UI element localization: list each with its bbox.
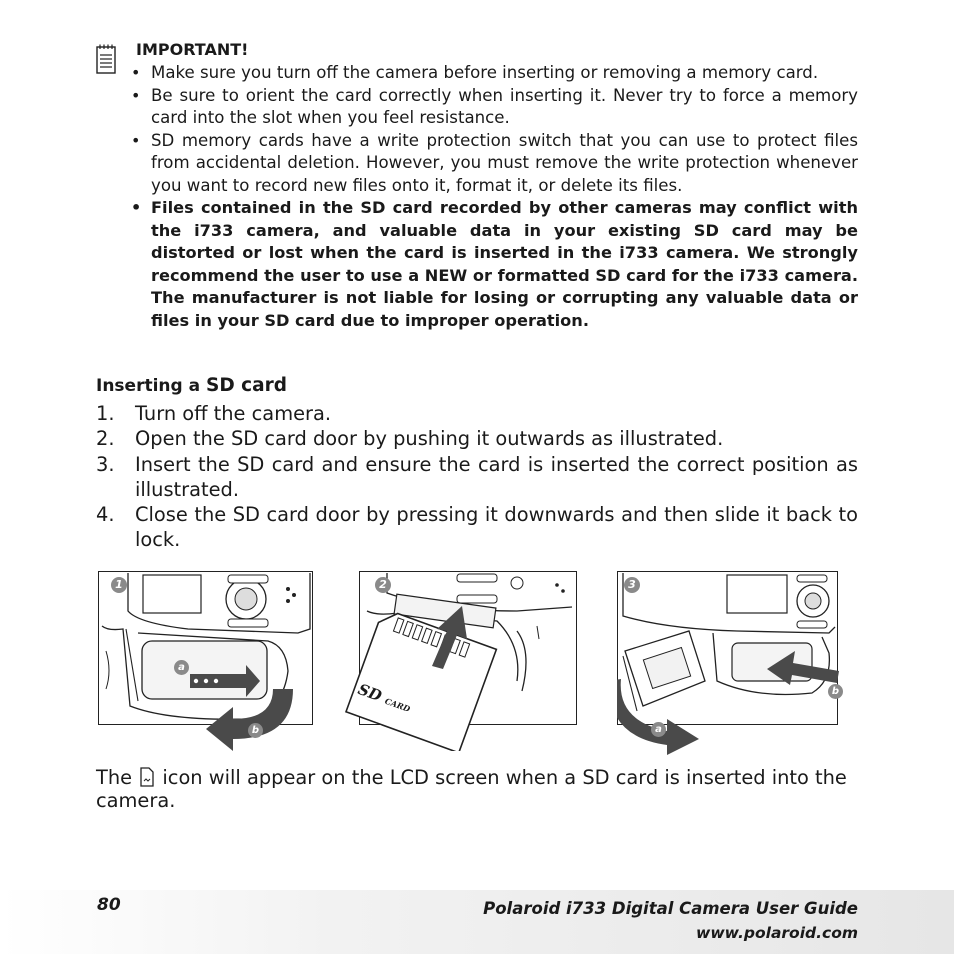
memo-icon xyxy=(95,44,117,74)
step-number: 2. xyxy=(96,427,115,451)
step-item xyxy=(96,502,858,553)
step-item xyxy=(96,452,858,503)
list-item: • Be sure to orient the card correctly when inserting it. Never try to force a memory card into the slot when you feel resistance. xyxy=(131,85,858,130)
section-title-suffix: SD card xyxy=(206,375,287,396)
step-number: 1. xyxy=(96,402,115,425)
illustration-2 xyxy=(317,571,579,751)
step-badge: 2 xyxy=(375,577,391,593)
step-number: 4. xyxy=(96,503,115,527)
label-badge-a: a xyxy=(174,660,189,675)
note-text-before: The xyxy=(96,766,139,789)
page-number: 80 xyxy=(97,895,121,915)
list-item: • SD memory cards have a write protection switch that you can use to protect files from accidental deletion. However, you must remove the write protection whenever you want to record new files onto it, format it, or delete its files. xyxy=(131,130,858,198)
step-number: 3. xyxy=(96,452,115,476)
sd-card-label: CARD xyxy=(383,695,412,715)
step-item xyxy=(96,401,858,426)
step-text: Open the SD card door by pushing it outwards as illustrated. xyxy=(135,427,724,451)
illustration-3 xyxy=(617,571,861,756)
footer-title: Polaroid i733 Digital Camera User Guide xyxy=(483,899,858,918)
sd-card-icon xyxy=(140,767,154,787)
step-text: Turn off the camera. xyxy=(135,402,332,425)
list-item: • Files contained in the SD card recorded by other cameras may conflict with the i733 camera, and valuable data in your existing SD card may be distorted or lost when the card is inserted in the i733 camera. We strongly recommend the user to use a NEW or formatted SD card for the i733 camera. The manufacturer is not liable for losing or corrupting any valuable data or files in your SD card due to improper operation. xyxy=(131,197,858,332)
section-title xyxy=(96,375,287,396)
step-text: Insert the SD card and ensure the card is inserted the correct position as illustrated. xyxy=(135,452,858,501)
list-item: • Make sure you turn off the camera before inserting or removing a memory card. xyxy=(131,62,858,85)
step-badge: 1 xyxy=(111,577,127,593)
sd-icon-note xyxy=(96,766,858,812)
important-list xyxy=(131,62,858,332)
label-badge-b: b xyxy=(828,684,843,699)
step-text: Close the SD card door by pressing it downwards and then slide it back to lock. xyxy=(135,503,858,552)
section-title-prefix: Inserting a xyxy=(96,376,206,396)
label-badge-a: a xyxy=(651,722,666,737)
illustration-1 xyxy=(98,571,314,756)
note-text-after: icon will appear on the LCD screen when a SD card is inserted into the camera. xyxy=(96,766,847,812)
sd-card-logo-text: SD xyxy=(355,680,385,706)
footer-url: www.polaroid.com xyxy=(696,924,858,942)
label-badge-b: b xyxy=(248,723,263,738)
steps-list xyxy=(96,401,858,553)
step-badge: 3 xyxy=(624,577,640,593)
step-item xyxy=(96,426,858,451)
important-title: IMPORTANT! xyxy=(136,40,249,59)
